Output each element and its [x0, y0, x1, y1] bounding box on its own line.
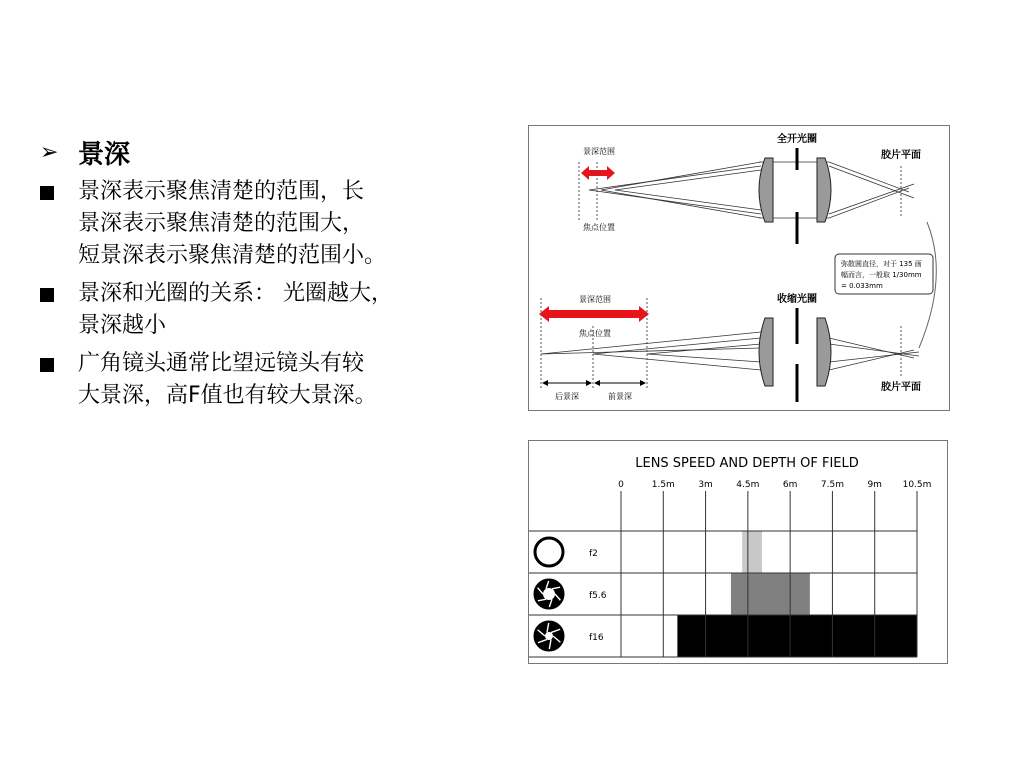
- bullet-line: 景深表示聚焦清楚的范围大，: [78, 211, 365, 236]
- bullet-line: 广角镜头通常比望远镜头有较: [78, 351, 365, 376]
- distance-tick-label: 3m: [698, 480, 713, 490]
- distance-tick-label: 10.5m: [902, 480, 932, 490]
- dof-bar: [677, 615, 917, 657]
- chart-title: LENS SPEED AND DEPTH OF FIELD: [635, 456, 859, 471]
- aperture-open-icon: [535, 538, 563, 566]
- f-stop-label: f2: [589, 549, 598, 559]
- heading-row: [40, 132, 485, 172]
- film-plane-label-bottom: 胶片平面: [881, 382, 921, 393]
- square-bullet-icon: [40, 358, 54, 372]
- film-plane-label-top: 胶片平面: [881, 150, 921, 161]
- focus-point-label-bottom: 焦点位置: [579, 329, 611, 338]
- bullet-item: [40, 278, 485, 342]
- slide-bullets: [40, 132, 485, 418]
- coc-note-line: 弥散圆直径，对于 135 画: [841, 260, 922, 268]
- bullet-line: 景深和光圈的关系： 光圈越大，: [78, 281, 393, 306]
- f-stop-label: f16: [589, 633, 604, 643]
- distance-tick-label: 0: [618, 480, 624, 490]
- dof-range-label-bottom: 景深范围: [579, 295, 611, 304]
- front-dof-label: 前景深: [608, 392, 632, 401]
- dof-bar: [731, 573, 810, 615]
- focus-point-label-top: 焦点位置: [583, 223, 615, 232]
- bullet-line: 大景深，高F值也有较大景深。: [78, 383, 377, 408]
- distance-tick-label: 4.5m: [736, 480, 760, 490]
- coc-note-line: = 0.033mm: [841, 282, 883, 290]
- bullet-item: [40, 176, 485, 272]
- dof-range-arrow-top: [581, 166, 615, 180]
- square-bullet-icon: [40, 186, 54, 200]
- distance-tick-label: 1.5m: [651, 480, 675, 490]
- bullet-line: 短景深表示聚焦清楚的范围小。: [78, 243, 387, 268]
- bottom-aperture-label: 收缩光圈: [777, 294, 817, 305]
- square-bullet-icon: [40, 288, 54, 302]
- dof-bar: [742, 531, 762, 573]
- bullet-line: 景深越小: [78, 313, 167, 338]
- lens-speed-chart: [528, 440, 948, 664]
- aperture-small-icon: [535, 622, 563, 650]
- arrow-bullet-icon: ➢: [40, 139, 59, 165]
- rear-dof-label: 后景深: [555, 392, 579, 401]
- f-stop-label: f5.6: [589, 591, 607, 601]
- bullet-item: [40, 348, 485, 412]
- dof-range-label-top: 景深范围: [583, 147, 615, 156]
- optics-diagram: [528, 125, 950, 411]
- distance-tick-label: 7.5m: [820, 480, 844, 490]
- bullet-line: 景深表示聚焦清楚的范围，长: [78, 179, 365, 204]
- distance-tick-label: 9m: [867, 480, 882, 490]
- slide-heading: 景深: [78, 139, 131, 170]
- aperture-mid-icon: [535, 580, 563, 608]
- distance-tick-label: 6m: [782, 480, 798, 490]
- dof-range-arrow-bottom: [539, 306, 649, 322]
- top-aperture-label: 全开光圈: [777, 134, 817, 145]
- coc-note-line: 幅而言，一般取 1/30mm: [841, 271, 922, 279]
